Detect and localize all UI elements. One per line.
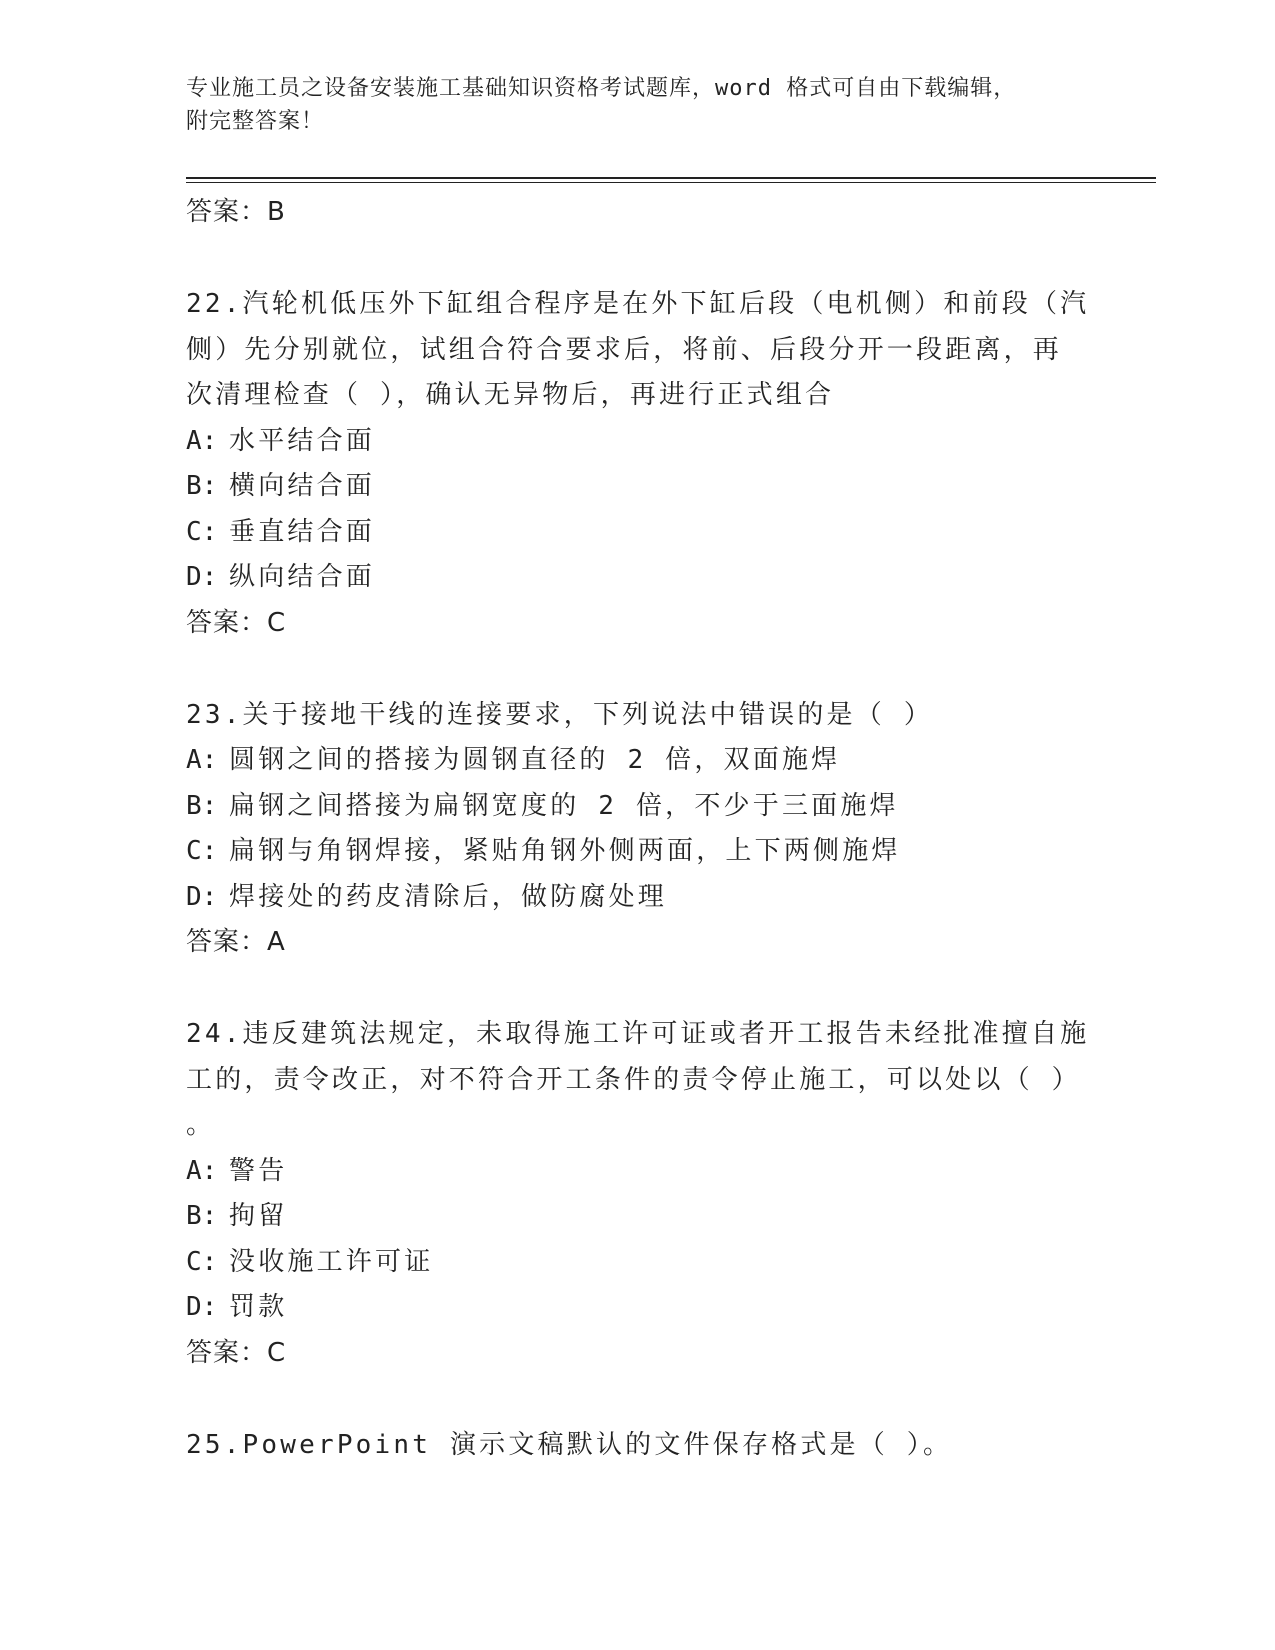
question-text-line: 。 (186, 1110, 216, 1140)
option-text: 圆钢之间的搭接为圆钢直径的 2 倍，双面施焊 (229, 745, 841, 775)
option-letter: B: (186, 790, 218, 821)
option-text: 扁钢之间搭接为扁钢宽度的 2 倍，不少于三面施焊 (229, 790, 899, 821)
answer-line: 答案：C (186, 607, 287, 638)
option-d (186, 875, 1156, 921)
option-letter: A: (186, 1155, 218, 1186)
answer-line: 答案：C (186, 1337, 287, 1368)
option-text: 拘留 (229, 1201, 288, 1231)
page-header (186, 72, 1066, 138)
option-a (186, 419, 1156, 465)
answer-line: 答案：A (186, 927, 286, 957)
question-block (186, 282, 1156, 645)
question-text-line: 工的，责令改正，对不符合开工条件的责令停止施工，可以处以（ ） (186, 1064, 1081, 1095)
option-d (186, 1285, 1156, 1331)
option-text: 罚款 (229, 1292, 288, 1322)
option-text: 横向结合面 (229, 471, 376, 501)
option-letter: C: (186, 1246, 218, 1277)
option-c (186, 510, 1156, 556)
option-text: 扁钢与角钢焊接，紧贴角钢外侧两面，上下两侧施焊 (229, 836, 901, 866)
question-text-line: 24.违反建筑法规定，未取得施工许可证或者开工报告未经批准擅自施 (186, 1019, 1090, 1049)
option-b (186, 464, 1156, 510)
option-d (186, 555, 1156, 601)
question-block (186, 1012, 1156, 1375)
question-list (186, 190, 1156, 1468)
option-text: 纵向结合面 (229, 562, 376, 592)
option-letter: D: (186, 562, 218, 592)
header-line-1: 专业施工员之设备安装施工基础知识资格考试题库，word 格式可自由下载编辑， (186, 76, 1017, 101)
option-text: 警告 (229, 1155, 288, 1186)
option-letter: D: (186, 1292, 218, 1322)
question-text-line: 侧）先分别就位，试组合符合要求后，将前、后段分开一段距离，再 (186, 334, 1063, 365)
option-b (186, 1194, 1156, 1240)
option-letter: A: (186, 745, 218, 775)
option-c (186, 1240, 1156, 1286)
option-letter: A: (186, 425, 218, 456)
option-text: 水平结合面 (229, 425, 376, 456)
option-a (186, 738, 1156, 784)
question-text-line: 22.汽轮机低压外下缸组合程序是在外下缸后段（电机侧）和前段（汽 (186, 289, 1090, 319)
option-c (186, 829, 1156, 875)
option-text: 焊接处的药皮清除后，做防腐处理 (229, 881, 668, 912)
question-block (186, 693, 1156, 965)
option-b (186, 784, 1156, 830)
option-letter: C: (186, 516, 218, 547)
question-text-line: 次清理检查（ ），确认无异物后，再进行正式组合 (186, 380, 835, 410)
option-a (186, 1149, 1156, 1195)
header-divider (186, 177, 1156, 183)
option-text: 没收施工许可证 (229, 1246, 434, 1277)
option-letter: B: (186, 471, 218, 501)
question-text-line: 23.关于接地干线的连接要求，下列说法中错误的是（ ） (186, 699, 934, 730)
option-text: 垂直结合面 (229, 516, 376, 547)
option-letter: B: (186, 1201, 218, 1231)
option-letter: C: (186, 836, 218, 866)
option-letter: D: (186, 881, 218, 912)
answer-line: 答案：B (186, 197, 286, 227)
question-text-line: 25.PowerPoint 演示文稿默认的文件保存格式是（ ）。 (186, 1429, 953, 1460)
question-block (186, 1423, 1156, 1469)
header-line-2: 附完整答案！ (186, 109, 325, 134)
